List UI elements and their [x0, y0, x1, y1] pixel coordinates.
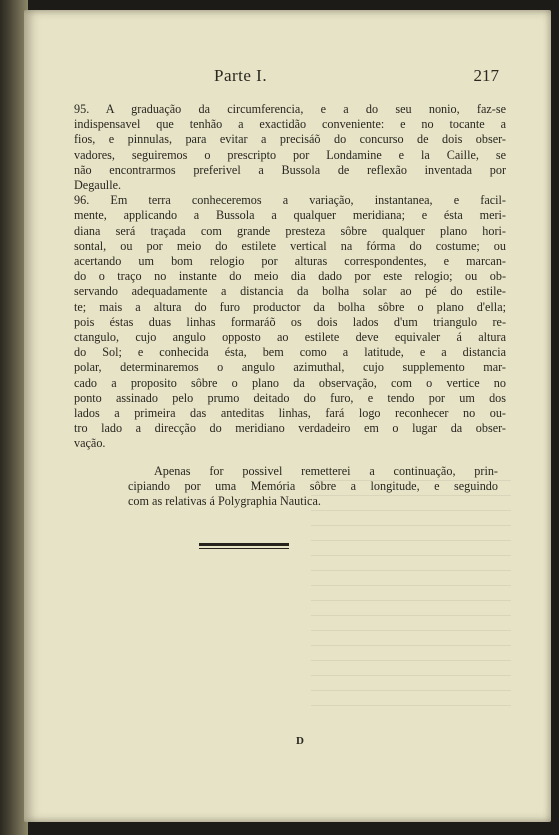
text-line: 96. Em terra conheceremos a variação, instantanea, e facil- — [74, 193, 506, 208]
text-line: pois éstas duas linhas formaráõ os dois lados d'um triangulo re- — [74, 314, 506, 329]
text-line: polar, determinaremos o angulo azimuthal, cujo supplemento mar- — [74, 360, 506, 375]
text-line: com as relativas á Polygraphia Nautica. — [128, 494, 321, 509]
text-line: tro lado a direcção do meridiano verdadeiro em o lugar da obser- — [74, 421, 506, 436]
text-line: Degaulle. — [74, 178, 122, 193]
text-line: não encontrarmos preferivel a Bussola de reflexão inventada por — [74, 162, 506, 177]
closing-note — [128, 464, 498, 510]
text-line: ponto assinado pelo prumo deitado do furo, e tendo por um dos — [74, 390, 506, 405]
text-line: cado a proposito sôbre o plano da observação, com o vertice no — [74, 375, 506, 390]
text-line: mente, applicando a Bussola a qualquer meridiana; e ésta meri- — [74, 208, 506, 223]
text-line: 95. A graduação da circumferencia, e a do seu nonio, faz-se — [74, 102, 506, 116]
text-line: do o traço no instante do meio dia dado por este relogio; ou ob- — [74, 269, 506, 284]
running-title: Parte I. — [214, 66, 268, 85]
page-header — [24, 66, 551, 88]
rule-thick-line — [199, 543, 289, 546]
paragraph-95 — [74, 102, 506, 193]
text-line: ctangulo, cujo angulo opposto ao estilete deve equivaler á altura — [74, 330, 506, 345]
signature-mark: D — [296, 735, 305, 747]
text-line: sontal, ou por meio do estilete vertical na fórma do costume; ou — [74, 238, 506, 253]
paragraph-96 — [74, 193, 506, 451]
text-line: vadores, seguiremos o prescripto por Londamine e la Caille, se — [74, 147, 506, 162]
text-line: fios, e pinnulas, para evitar a precisáõ do concurso de dois obser- — [74, 132, 506, 147]
text-line: te; mais a altura do furo productor da bolha sôbre o plano d'ella; — [74, 299, 506, 314]
text-line: vação. — [74, 436, 106, 451]
rule-thin-line — [199, 548, 289, 549]
text-line: diana será traçada com grande presteza sôbre qualquer plano hori- — [74, 223, 506, 238]
text-line: servando adequadamente a distancia da bolha solar ao pé do estile- — [74, 284, 506, 299]
text-line: cipiando por uma Memória sôbre a longitude, e seguindo — [128, 478, 498, 493]
text-line: acertando um bom relogio por alturas correspondentes, e marcan- — [74, 254, 506, 269]
section-end-rule — [199, 543, 289, 551]
show-through-text — [311, 480, 511, 710]
text-line: Apenas for possivel remetterei a continuação, prin- — [154, 463, 498, 478]
page-number: 217 — [473, 66, 499, 85]
book-page — [24, 10, 551, 822]
text-line: indispensavel que tenhão a exactidão conveniente: e no tocante a — [74, 117, 506, 132]
text-line: do Sol; e conhecida ésta, bem como a latitude, e a distancia — [74, 345, 506, 360]
text-line: lados a primeira das anteditas linhas, fará logo reconhecer no ou- — [74, 406, 506, 421]
page-body — [74, 102, 506, 509]
